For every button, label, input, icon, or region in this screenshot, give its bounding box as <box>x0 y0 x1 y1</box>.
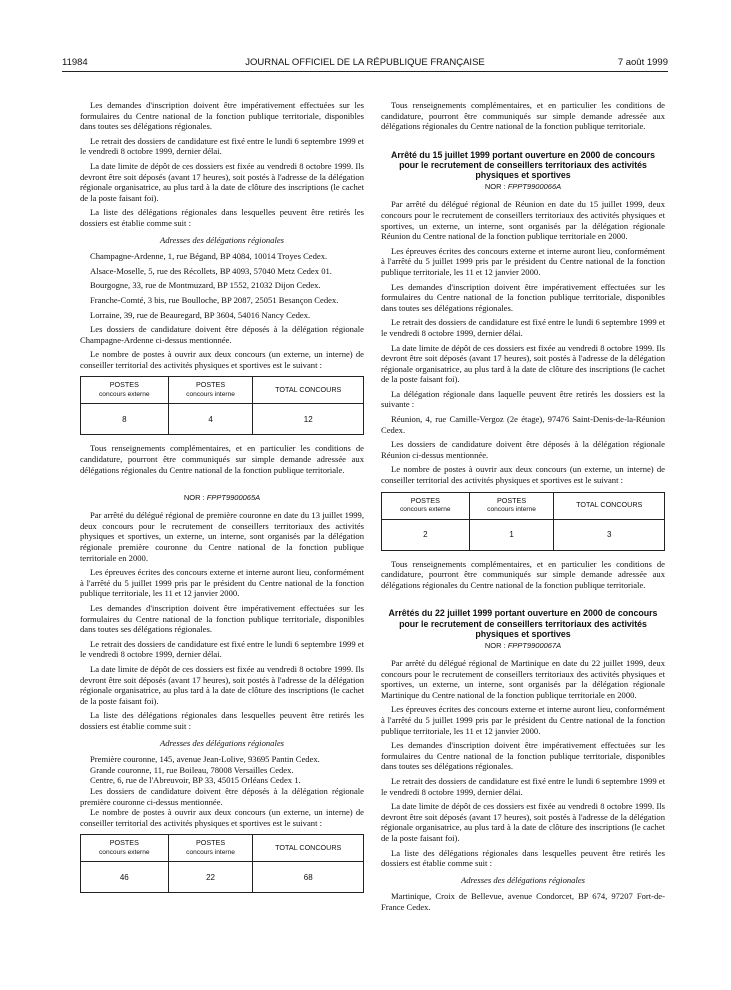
paragraph: Par arrêté du délégué régional de Réunion en date du 15 juillet 1999, deux concours pour le recrutement de conseillers territoriaux des activités physiques et sportives, un externe, un interne, sont organisés par la délégation régionale Réunion du Centre national de la fonction publique territoriale en 2000. <box>381 199 665 242</box>
address: Centre, 6, rue de l'Abreuvoir, BP 33, 45015 Orléans Cedex 1. <box>90 775 301 786</box>
paragraph: Les épreuves écrites des concours externe et interne auront lieu, conformément à l'arrêté du 5 juillet 1999 pris par le président du Centre national de la fonction publique territoriale, les 11 et 12 janvier 2000. <box>381 245 665 277</box>
paragraph: Les épreuves écrites des concours externe et interne auront lieu, conformément à l'arrêté du 5 juillet 1999 pris par le président du Centre national de la fonction publique territoriale, les 11 et 12 janvier 2000. <box>381 704 665 736</box>
paragraph: Tous renseignements complémentaires, et en particulier les conditions de candidature, pourront être communiqués sur simple demande adressée aux délégations régionales du Centre national de la fonction publique territoriale. <box>381 558 665 590</box>
table-header: POSTES concours interne <box>168 377 253 404</box>
table-header: POSTES concours interne <box>469 492 554 519</box>
paragraph: Par arrêté du délégué régional de Martinique en date du 22 juillet 1999, deux concours pour le recrutement de conseillers territoriaux des activités physiques et sportives, un externe, un interne, sont organisés par la délégation régionale Martinique du Centre national de la fonction publique territoriale en 2000. <box>381 658 665 700</box>
paragraph: Le retrait des dossiers de candidature est fixé entre le lundi 6 septembre 1999 et le vendredi 8 octobre 1999, dernier délai. <box>381 775 665 797</box>
nor-reference: NOR : FPPT9900065A <box>183 493 261 503</box>
paragraph: Le nombre de postes à ouvrir aux deux concours (un externe, un interne) de conseiller territorial des activités physiques et sportives est le suivant : <box>80 807 364 828</box>
section-heading: Arrêté du 15 juillet 1999 portant ouverture en 2000 de concours pour le recrutement de conseillers territoriaux des activités physiques et sportives <box>391 149 655 181</box>
paragraph: Les demandes d'inscription doivent être impérativement effectuées sur les formulaires du Centre national de la fonction publique territoriale, disponibles dans toutes ses délégations régionales. <box>381 740 665 772</box>
paragraph: La liste des délégations régionales dans lesquelles peuvent être retirés les dossiers est établie comme suit : <box>381 847 665 869</box>
paragraph: Les épreuves écrites des concours externe et interne auront lieu, conformément à l'arrêté du 5 juillet 1999 pris par le président du Centre national de la fonction publique territoriale, les 11 et 12 janvier 2000. <box>80 567 364 599</box>
paragraph: La liste des délégations régionales dans lesquelles peuvent être retirés les dossiers est établie comme suit : <box>80 710 364 731</box>
table-header: TOTAL CONCOURS <box>554 492 665 519</box>
table-header: POSTES concours externe <box>382 492 470 519</box>
table-cell: 68 <box>253 862 364 893</box>
table-header: POSTES concours externe <box>81 835 169 862</box>
paragraph: Le retrait des dossiers de candidature est fixé entre le lundi 6 septembre 1999 et le vendredi 8 octobre 1999, dernier délai. <box>80 638 364 660</box>
paragraph: Le retrait des dossiers de candidature est fixé entre le lundi 6 septembre 1999 et le vendredi 8 octobre 1999, dernier délai. <box>80 135 364 157</box>
section-subheading: Adresses des délégations régionales <box>159 737 285 748</box>
paragraph: Les dossiers de candidature doivent être déposés à la délégation régionale première couronne ci-dessus mentionnée. <box>80 785 364 807</box>
address: Martinique, Croix de Bellevue, avenue Condorcet, BP 674, 97207 Fort-de-France Cedex. <box>381 891 665 912</box>
table-cell: 8 <box>81 404 169 435</box>
posts-table <box>80 834 364 893</box>
paragraph: Les demandes d'inscription doivent être impérativement effectuées sur les formulaires du Centre national de la fonction publique territoriale, disponibles dans toutes ses délégations régionales. <box>381 281 665 313</box>
journal-title: JOURNAL OFFICIEL DE LA RÉPUBLIQUE FRANÇAISE <box>245 57 485 68</box>
paragraph: La liste des délégations régionales dans lesquelles peuvent être retirés les dossiers est établie comme suit : <box>80 207 364 228</box>
paragraph: La date limite de dépôt de ces dossiers est fixée au vendredi 8 octobre 1999. Ils devront être soit déposés (avant 17 heures), soit postés à l'adresse de la délégation régionale organisatrice, au plus tard à la date de clôture des inscriptions (le cachet de la poste faisant foi). <box>381 801 665 843</box>
address: Lorraine, 39, rue de Beauregard, BP 3604, 54016 Nancy Cedex. <box>90 309 311 320</box>
paragraph: Le nombre de postes à ouvrir aux deux concours (un externe, un interne) de conseiller territorial des activités physiques et sportives est le suivant : <box>80 349 364 370</box>
paragraph: La délégation régionale dans laquelle peuvent être retirés les dossiers est la suivante : <box>381 388 665 410</box>
page-header <box>62 57 668 71</box>
left-column <box>80 100 364 901</box>
posts-table <box>80 376 364 435</box>
paragraph: Tous renseignements complémentaires, et en particulier les conditions de candidature, pourront être communiqués sur simple demande adressée aux délégations régionales du Centre national de la fonction publique territoriale. <box>381 100 665 132</box>
section-heading: Arrêtés du 22 juillet 1999 portant ouverture en 2000 de concours pour le recrutement de conseillers territoriaux des activités physiques et sportives <box>388 608 658 639</box>
issue-date: 7 août 1999 <box>617 57 668 68</box>
table-header: TOTAL CONCOURS <box>253 835 364 862</box>
table-cell: 1 <box>469 519 554 550</box>
section-subheading: Adresses des délégations régionales <box>159 234 285 245</box>
table-header: TOTAL CONCOURS <box>253 377 364 404</box>
paragraph: Les dossiers de candidature doivent être déposés à la délégation régionale Réunion ci-dessus mentionnée. <box>381 439 665 460</box>
table-cell: 3 <box>554 519 665 550</box>
paragraph: La date limite de dépôt de ces dossiers est fixée au vendredi 8 octobre 1999. Ils devront être soit déposés (avant 17 heures), soit postés à l'adresse de la délégation régionale organisatrice, au plus tard à la date de clôture des inscriptions (le cachet de la poste faisant foi). <box>381 342 665 385</box>
paragraph: Tous renseignements complémentaires, et en particulier les conditions de candidature, pourront être communiqués sur simple demande adressée aux délégations régionales du Centre national de la fonction publique territoriale. <box>80 443 364 475</box>
header-rule <box>62 71 668 72</box>
table-cell: 12 <box>253 404 364 435</box>
address: Grande couronne, 11, rue Boileau, 78008 Versailles Cedex. <box>90 764 294 775</box>
address: Alsace-Moselle, 5, rue des Récollets, BP 4093, 57040 Metz Cedex 01. <box>90 265 332 276</box>
nor-reference: NOR : FPPT9900067A <box>484 641 562 651</box>
section-subheading: Adresses des délégations régionales <box>460 874 586 885</box>
right-column <box>381 100 665 913</box>
paragraph: Le retrait des dossiers de candidature est fixé entre le lundi 6 septembre 1999 et le vendredi 8 octobre 1999, dernier délai. <box>381 317 665 338</box>
table-header: POSTES concours interne <box>168 835 253 862</box>
paragraph: Les dossiers de candidature doivent être déposés à la délégation régionale Champagne-Ardenne ci-dessus mentionnée. <box>80 324 364 345</box>
address: Bourgogne, 33, rue de Montmuzard, BP 1552, 21032 Dijon Cedex. <box>90 280 321 291</box>
posts-table <box>381 492 665 551</box>
address: Première couronne, 145, avenue Jean-Lolive, 93695 Pantin Cedex. <box>90 754 320 765</box>
paragraph: Les demandes d'inscription doivent être impérativement effectuées sur les formulaires du Centre national de la fonction publique territoriale, disponibles dans toutes ses délégations régionales. <box>80 603 364 635</box>
paragraph: Les demandes d'inscription doivent être impérativement effectuées sur les formulaires du Centre national de la fonction publique territoriale, disponibles dans toutes ses délégations régionales. <box>80 100 364 132</box>
address: Franche-Comté, 3 bis, rue Boulloche, BP 2087, 25051 Besançon Cedex. <box>90 294 339 305</box>
table-cell: 4 <box>168 404 253 435</box>
nor-reference: NOR : FPPT9900066A <box>484 182 562 192</box>
paragraph: Par arrêté du délégué régional de première couronne en date du 13 juillet 1999, deux concours pour le recrutement de conseillers territoriaux des activités physiques et sportives, un externe, un interne, sont organisés par la délégation régionale première couronne du Centre national de la fonction publique territoriale en 2000. <box>80 510 364 563</box>
page-number: 11984 <box>62 57 88 68</box>
address: Champagne-Ardenne, 1, rue Bégand, BP 4084, 10014 Troyes Cedex. <box>90 251 328 262</box>
paragraph: La date limite de dépôt de ces dossiers est fixée au vendredi 8 octobre 1999. Ils devront être soit déposés (avant 17 heures), soit postés à l'adresse de la délégation régionale organisatrice, au plus tard à la date de clôture des inscriptions (le cachet de la poste faisant foi). <box>80 663 364 706</box>
paragraph: La date limite de dépôt de ces dossiers est fixée au vendredi 8 octobre 1999. Ils devront être soit déposés (avant 17 heures), soit postés à l'adresse de la délégation régionale organisatrice, au plus tard à la date de clôture des inscriptions (le cachet de la poste faisant foi). <box>80 160 364 203</box>
table-cell: 22 <box>168 862 253 893</box>
table-header: POSTES concours externe <box>81 377 169 404</box>
table-cell: 46 <box>81 862 169 893</box>
address: Réunion, 4, rue Camille-Vergoz (2e étage), 97476 Saint-Denis-de-la-Réunion Cedex. <box>381 414 665 435</box>
table-cell: 2 <box>382 519 470 550</box>
paragraph: Le nombre de postes à ouvrir aux deux concours (un externe, un interne) de conseiller territorial des activités physiques et sportives est le suivant : <box>381 464 665 486</box>
